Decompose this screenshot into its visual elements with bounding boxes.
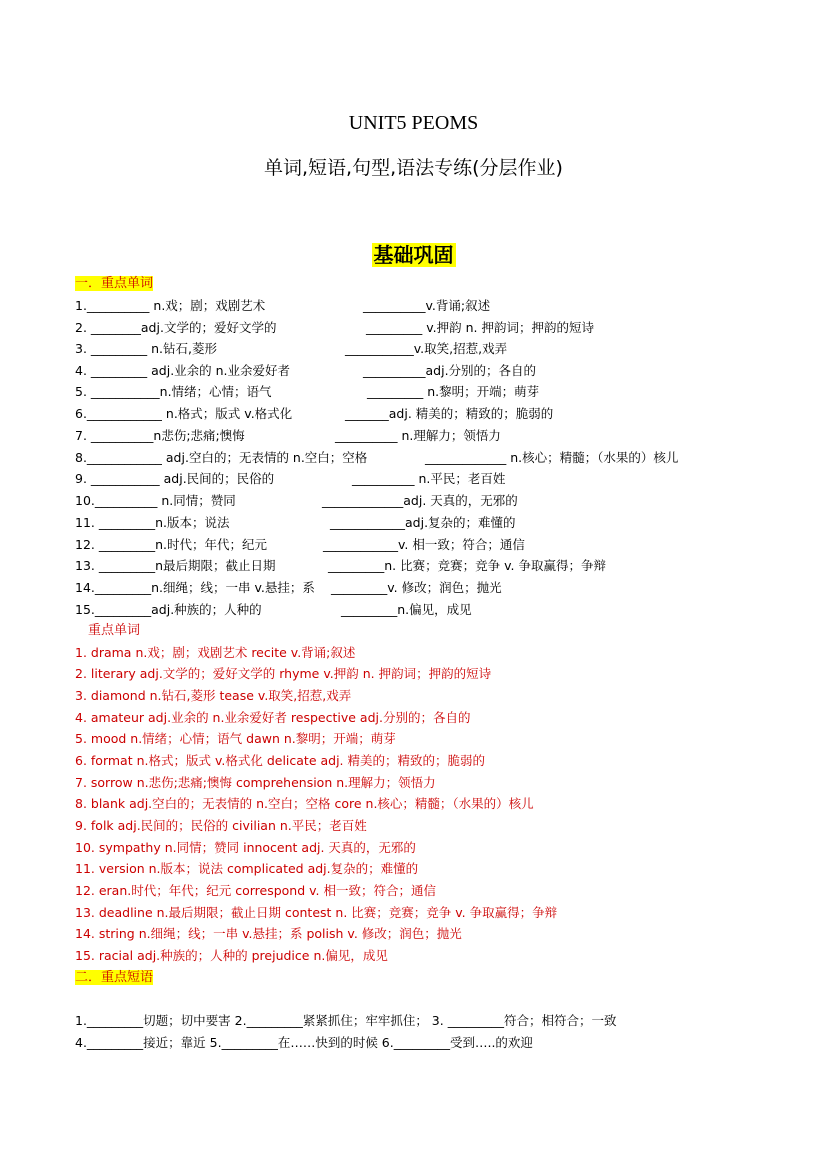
- exercise-line: [75, 471, 506, 487]
- exercise-line: [75, 580, 502, 596]
- exercise-left: 7. __________n悲伤;悲痛;懊悔: [75, 428, 245, 443]
- answer-line: 8. blank adj.空白的；无表情的 n.空白；空格 core n.核心；精髓；（水果的）核儿: [75, 796, 534, 811]
- exercise-right: ___________v.取笑,招惹,戏弄: [345, 341, 508, 356]
- answer-line: 15. racial adj.种族的；人种的 prejudice n.偏见，成见: [75, 948, 388, 963]
- exercise-right: _________ n.黎明；开端；萌芽: [367, 384, 540, 399]
- exercise-left: 8.____________ adj.空白的；无表情的 n.空白；空格: [75, 450, 368, 465]
- exercise-right: _________n. 比赛；竞赛；竞争 v. 争取赢得；争辩: [328, 558, 606, 573]
- document-subtitle: 单词,短语,句型,语法专练(分层作业): [264, 157, 563, 179]
- exercise-right: __________adj.分别的；各自的: [363, 363, 537, 378]
- exercise-line: [75, 558, 606, 574]
- part1-heading: [75, 276, 153, 292]
- exercise-right: ____________v. 相一致；符合；通信: [323, 537, 525, 552]
- exercise-line: [75, 493, 518, 509]
- exercise-right: _____________adj. 天真的，无邪的: [322, 493, 518, 508]
- exercise-line: [75, 363, 537, 379]
- exercise-line: [75, 341, 508, 357]
- exercise-left: 6.____________ n.格式；版式 v.格式化: [75, 406, 293, 421]
- exercise-left: 12. _________n.时代；年代；纪元: [75, 537, 267, 552]
- exercise-left: 4. _________ adj.业余的 n.业余爱好者: [75, 363, 291, 378]
- exercise-right: ____________adj.复杂的；难懂的: [330, 515, 516, 530]
- answer-line: 3. diamond n.钻石,菱形 tease v.取笑,招惹,戏弄: [75, 688, 352, 703]
- answer-line: 10. sympathy n.同情；赞同 innocent adj. 天真的，无邪的: [75, 840, 416, 855]
- exercise-left: 14._________n.细绳；线；一串 v.悬挂；系: [75, 580, 315, 595]
- answer-line: 1. drama n.戏；剧；戏剧艺术 recite v.背诵;叙述: [75, 645, 356, 660]
- answer-line: 7. sorrow n.悲伤;悲痛;懊悔 comprehension n.理解力；领悟力: [75, 775, 436, 790]
- exercise-left: 11. _________n.版本；说法: [75, 515, 230, 530]
- exercise-right: _____________ n.核心；精髓；（水果的）核儿: [425, 450, 679, 465]
- exercise-left: 2. ________adj.文学的；爱好文学的: [75, 320, 277, 335]
- answer-line: 14. string n.细绳；线；一串 v.悬挂；系 polish v. 修改；润色；抛光: [75, 926, 462, 941]
- exercise-line: [75, 515, 516, 531]
- exercise-left: 5. ___________n.情绪；心情；语气: [75, 384, 272, 399]
- exercise-left: 13. _________n最后期限；截止日期: [75, 558, 276, 573]
- part1-heading-text: 一．重点单词: [75, 276, 154, 291]
- phrase-line: 1._________切题；切中要害 2._________紧紧抓住；牢牢抓住； 3. _________符合；相符合；一致: [75, 1013, 617, 1028]
- answer-line: 9. folk adj.民间的；民俗的 civilian n.平民；老百姓: [75, 818, 367, 833]
- exercise-line: [75, 384, 540, 400]
- exercise-line: [75, 602, 472, 618]
- exercise-left: 3. _________ n.钻石,菱形: [75, 341, 217, 356]
- phrase-line: 4._________接近；靠近 5._________在……快到的时候 6._________受到…..的欢迎: [75, 1035, 533, 1050]
- answer-line: 12. eran.时代；年代；纪元 correspond v. 相一致；符合；通信: [75, 883, 437, 898]
- exercise-right: _________v. 修改；润色；抛光: [331, 580, 502, 595]
- part2-heading-text: 二．重点短语: [75, 970, 154, 985]
- answer-line: 13. deadline n.最后期限；截止日期 contest n. 比赛；竞赛；竞争 v. 争取赢得；争辩: [75, 905, 558, 920]
- document-title: UNIT5 PEOMS: [348, 112, 479, 134]
- answer-line: 5. mood n.情绪；心情；语气 dawn n.黎明；开端；萌芽: [75, 731, 396, 746]
- section-title-text: 基础巩固: [373, 243, 454, 267]
- exercise-right: _______adj. 精美的；精致的；脆弱的: [345, 406, 554, 421]
- exercise-left: 1.__________ n.戏；剧；戏剧艺术: [75, 298, 266, 313]
- section-title: [0, 239, 827, 268]
- answer-line: 6. format n.格式；版式 v.格式化 delicate adj. 精美的；精致的；脆弱的: [75, 753, 486, 768]
- exercise-left: 9. ___________ adj.民间的；民俗的: [75, 471, 275, 486]
- exercise-left: 15._________adj.种族的；人种的: [75, 602, 262, 617]
- exercise-left: 10.__________ n.同情；赞同: [75, 493, 236, 508]
- answer-line: 2. literary adj.文学的；爱好文学的 rhyme v.押韵 n. 押韵词；押韵的短诗: [75, 666, 492, 681]
- exercise-right: __________v.背诵;叙述: [363, 298, 491, 313]
- exercise-line: [75, 428, 501, 444]
- exercise-right: _________ v.押韵 n. 押韵词；押韵的短诗: [366, 320, 594, 335]
- answers-heading: 重点单词: [88, 623, 141, 638]
- exercise-right: __________ n.平民；老百姓: [352, 471, 506, 486]
- answer-line: 4. amateur adj.业余的 n.业余爱好者 respective adj.分别的；各自的: [75, 710, 471, 725]
- exercise-right: __________ n.理解力；领悟力: [335, 428, 501, 443]
- answer-line: 11. version n.版本；说法 complicated adj.复杂的；难懂的: [75, 861, 419, 876]
- exercise-line: [75, 406, 554, 422]
- exercise-line: [75, 298, 491, 314]
- exercise-line: [75, 320, 594, 336]
- exercise-line: [75, 537, 525, 553]
- part2-heading: [75, 970, 153, 986]
- exercise-right: _________n.偏见，成见: [341, 602, 472, 617]
- exercise-line: [75, 450, 679, 466]
